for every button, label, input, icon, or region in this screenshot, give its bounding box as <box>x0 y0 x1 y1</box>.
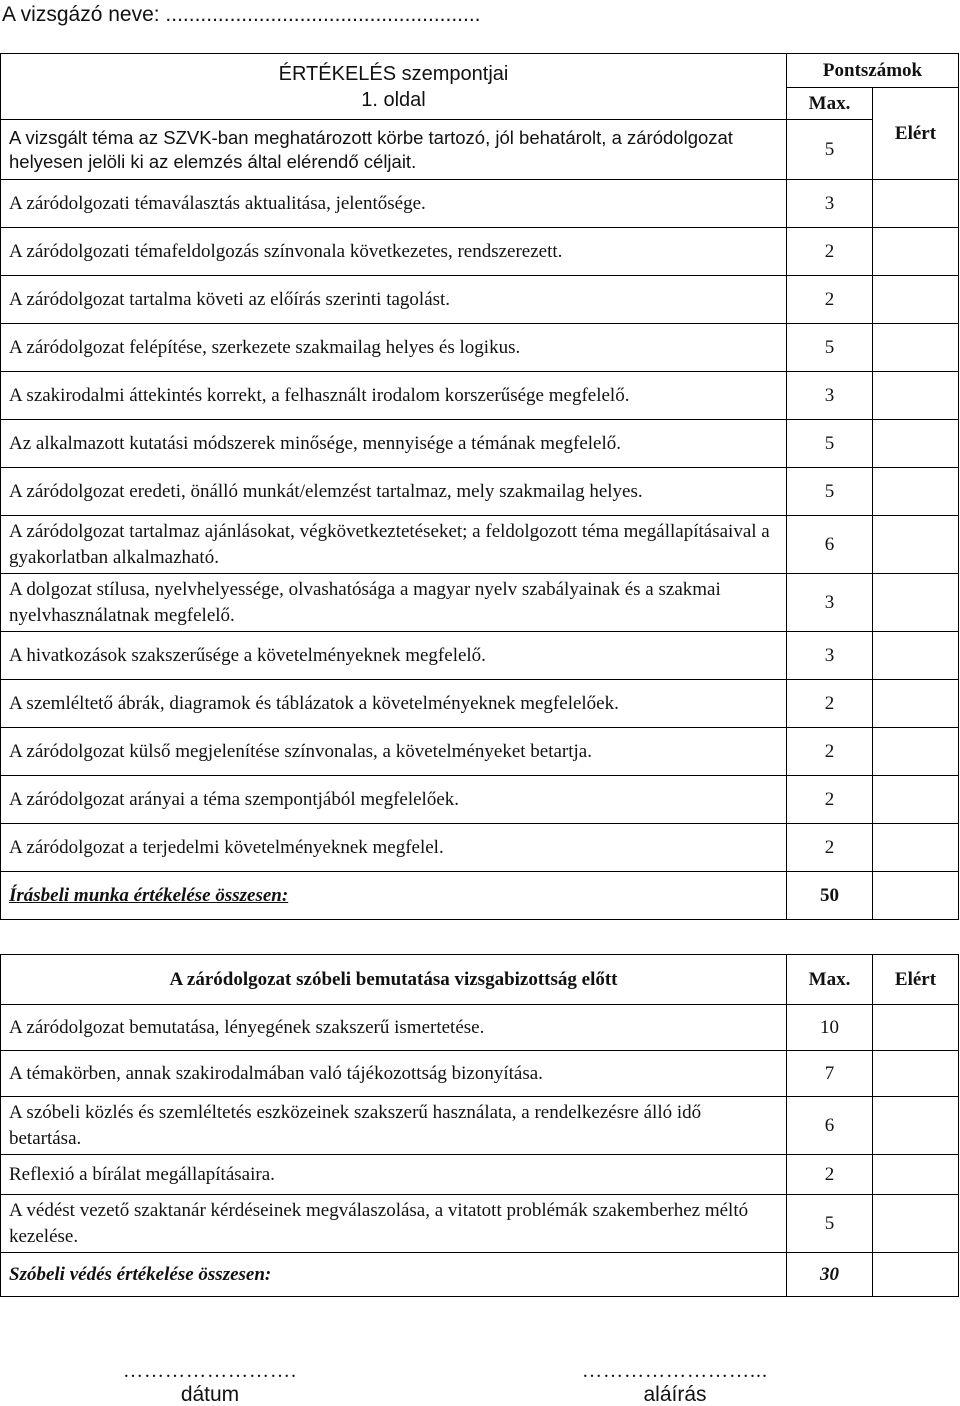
criteria-row-score <box>873 324 959 372</box>
criteria-row-text: A szakirodalmi áttekintés korrekt, a felhasznált irodalom korszerűsége megfelelő. <box>1 372 787 420</box>
criteria-row-text: A záródolgozat arányai a téma szempontjából megfelelőek. <box>1 776 787 824</box>
oral-row-max: 5 <box>787 1195 873 1253</box>
oral-row-score <box>873 1155 959 1195</box>
oral-row-max: 7 <box>787 1051 873 1097</box>
criteria-row-score <box>873 372 959 420</box>
achieved-header: Elért <box>873 88 959 180</box>
oral-total-score <box>873 1253 959 1297</box>
oral-defense-table <box>0 954 959 1297</box>
oral-row-max: 6 <box>787 1097 873 1155</box>
criteria-row-text: A záródolgozat felépítése, szerkezete szakmailag helyes és logikus. <box>1 324 787 372</box>
oral-row-text: A témakörben, annak szakirodalmában való tájékozottság bizonyítása. <box>1 1051 787 1097</box>
oral-total-max: 30 <box>787 1253 873 1297</box>
oral-row-score <box>873 1051 959 1097</box>
criteria-row-max: 3 <box>787 180 873 228</box>
oral-row-score <box>873 1005 959 1051</box>
criteria-row-text: A záródolgozat külső megjelenítése színvonalas, a követelményeket betartja. <box>1 728 787 776</box>
criteria-row-score <box>873 180 959 228</box>
signature-dotted-line: ……………………... <box>582 1360 768 1382</box>
criteria-row-text: A záródolgozati témafeldolgozás színvonala következetes, rendszerezett. <box>1 228 787 276</box>
signature-block <box>530 1360 820 1406</box>
criteria-row-score <box>873 776 959 824</box>
criteria-title-cell <box>1 54 787 120</box>
oral-row-text: A szóbeli közlés és szemléltetés eszközeinek szakszerű használata, a rendelkezésre álló idő betartása. <box>1 1097 787 1155</box>
criteria-row-score <box>873 824 959 872</box>
examinee-name-line: A vizsgázó neve: ...................................................... <box>2 3 481 26</box>
criteria-row-max: 2 <box>787 276 873 324</box>
oral-row-max: 10 <box>787 1005 873 1051</box>
oral-row-score <box>873 1097 959 1155</box>
criteria-row-max: 2 <box>787 728 873 776</box>
criteria-row-text: A vizsgált téma az SZVK-ban meghatározott körbe tartozó, jól behatárolt, a záródolgozat helyesen jelöli ki az elemzés által elérendő céljait. <box>1 120 787 180</box>
criteria-row-max: 6 <box>787 516 873 574</box>
criteria-row-text: A záródolgozat tartalma követi az előírás szerinti tagolást. <box>1 276 787 324</box>
criteria-row-text: A záródolgozat a terjedelmi követelményeknek megfelel. <box>1 824 787 872</box>
criteria-row-score <box>873 516 959 574</box>
criteria-row-max: 5 <box>787 420 873 468</box>
max-header: Max. <box>787 88 873 120</box>
criteria-title: ÉRTÉKELÉS szempontjai <box>278 62 509 85</box>
criteria-row-max: 2 <box>787 228 873 276</box>
criteria-row-max: 5 <box>787 468 873 516</box>
criteria-row-text: Az alkalmazott kutatási módszerek minősége, mennyisége a témának megfelelő. <box>1 420 787 468</box>
date-label: dátum <box>180 1383 240 1406</box>
criteria-row-text: A szemléltető ábrák, diagramok és táblázatok a követelményeknek megfelelőek. <box>1 680 787 728</box>
criteria-row-score <box>873 468 959 516</box>
oral-max-header: Max. <box>787 955 873 1005</box>
criteria-row-text: A záródolgozati témaválasztás aktualitása, jelentősége. <box>1 180 787 228</box>
date-signature-block <box>90 1360 330 1406</box>
criteria-row-max: 2 <box>787 680 873 728</box>
criteria-table <box>0 53 959 920</box>
criteria-row-score <box>873 728 959 776</box>
criteria-row-text: A dolgozat stílusa, nyelvhelyessége, olvashatósága a magyar nyelv szabályainak és a szakmai nyelvhasználatnak megfelelő. <box>1 574 787 632</box>
oral-row-score <box>873 1195 959 1253</box>
criteria-row-text: A hivatkozások szakszerűsége a követelményeknek megfelelő. <box>1 632 787 680</box>
criteria-row-max: 5 <box>787 120 873 180</box>
oral-achieved-header: Elért <box>873 955 959 1005</box>
signature-label: aláírás <box>643 1383 707 1406</box>
points-header: Pontszámok <box>787 54 959 88</box>
criteria-row-max: 3 <box>787 372 873 420</box>
criteria-row-score <box>873 276 959 324</box>
oral-row-text: A záródolgozat bemutatása, lényegének szakszerű ismertetése. <box>1 1005 787 1051</box>
criteria-row-score <box>873 228 959 276</box>
criteria-row-text: A záródolgozat eredeti, önálló munkát/elemzést tartalmaz, mely szakmailag helyes. <box>1 468 787 516</box>
oral-row-text: A védést vezető szaktanár kérdéseinek megválaszolása, a vitatott problémák szakemberhez méltó kezelése. <box>1 1195 787 1253</box>
date-dotted-line: ……………………. <box>123 1360 297 1382</box>
criteria-row-score <box>873 420 959 468</box>
written-total-max: 50 <box>787 872 873 920</box>
criteria-row-max: 5 <box>787 324 873 372</box>
criteria-row-score <box>873 574 959 632</box>
written-total-label: Írásbeli munka értékelése összesen: <box>1 872 787 920</box>
criteria-row-max: 2 <box>787 776 873 824</box>
oral-title: A záródolgozat szóbeli bemutatása vizsgabizottság előtt <box>1 955 787 1005</box>
criteria-row-score <box>873 632 959 680</box>
oral-row-max: 2 <box>787 1155 873 1195</box>
criteria-row-score <box>873 680 959 728</box>
oral-row-text: Reflexió a bírálat megállapításaira. <box>1 1155 787 1195</box>
criteria-row-text: A záródolgozat tartalmaz ajánlásokat, végkövetkeztetéseket; a feldolgozott téma megállapításaival a gyakorlatban alkalmazható. <box>1 516 787 574</box>
oral-total-label: Szóbeli védés értékelése összesen: <box>1 1253 787 1297</box>
criteria-page: 1. oldal <box>361 88 426 111</box>
criteria-row-max: 3 <box>787 574 873 632</box>
criteria-row-max: 2 <box>787 824 873 872</box>
criteria-row-max: 3 <box>787 632 873 680</box>
written-total-score <box>873 872 959 920</box>
